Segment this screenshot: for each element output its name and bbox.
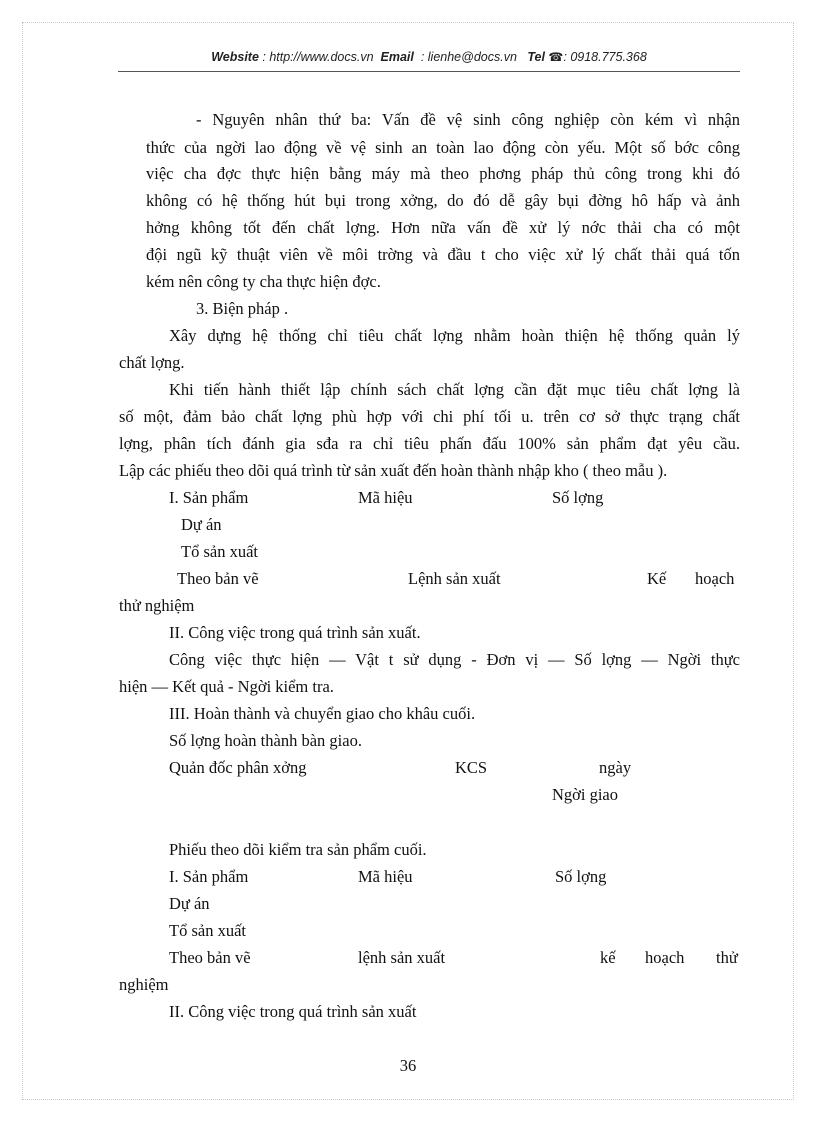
form-title: Phiếu theo dõi kiểm tra sản phẩm cuối. <box>169 840 427 859</box>
text-line: đội ngũ kỹ thuật viên về môi trờng và đầu t cho việc xử lý chất thải quá tốn <box>146 245 740 264</box>
text-line: Số lợng hoàn thành bàn giao. <box>169 731 362 750</box>
text-line: hởng không tốt đến chất lợng. Hơn nữa vấn đề xử lý nớc thải cha có một <box>146 218 740 237</box>
form-field-plan-2: hoạch <box>695 569 735 588</box>
form-field-drawing: Theo bản vẽ <box>169 948 251 967</box>
form-field-code: Mã hiệu <box>358 867 413 886</box>
text-line: chất lợng. <box>119 353 185 372</box>
signature-foreman: Quản đốc phân xởng <box>169 758 307 777</box>
form-field-order: lệnh sản xuất <box>358 948 446 967</box>
text-line: việc cha đợc thực hiện bằng máy mà theo phơng pháp thủ công trong khi đó <box>146 164 740 183</box>
form-section-heading: II. Công việc trong quá trình sản xuất. <box>169 623 421 642</box>
tel-value: : 0918.775.368 <box>563 50 647 64</box>
text-line: số một, đảm bảo chất lợng phù hợp với chi phí tối u. trên cơ sở thực trạng chất <box>119 407 740 426</box>
page-number: 36 <box>399 1056 417 1075</box>
form-section-heading: II. Công việc trong quá trình sản xuất <box>169 1002 417 1021</box>
signature-date: ngày <box>599 758 632 777</box>
website-url: : http://www.docs.vn <box>262 50 374 64</box>
form-field-project: Dự án <box>169 894 210 913</box>
form-field-quantity: Số lợng <box>555 867 607 886</box>
form-field-team: Tổ sản xuất <box>169 921 246 940</box>
text-line: kém nên công ty cha thực hiện đợc. <box>146 272 381 291</box>
text-line: Công việc thực hiện — Vật t sử dụng - Đơn vị — Số lợng — Ngời thực <box>169 650 740 669</box>
form-field-order: Lệnh sản xuất <box>408 569 501 588</box>
form-field-drawing: Theo bản vẽ <box>177 569 259 588</box>
email-label: Email <box>380 50 414 64</box>
form-field-product: I. Sản phẩm <box>169 867 249 886</box>
form-field-team: Tổ sản xuất <box>181 542 258 561</box>
signature-kcs: KCS <box>455 758 488 777</box>
form-field-plan-2: hoạch <box>645 948 685 967</box>
tel-label: Tel <box>527 50 545 64</box>
form-field-quantity: Số lợng <box>552 488 604 507</box>
text-line: Lập các phiếu theo dõi quá trình từ sản xuất đến hoàn thành nhập kho ( theo mẫu ). <box>119 461 668 480</box>
page-header <box>118 50 740 64</box>
text-line: hiện — Kết quả - Ngời kiểm tra. <box>119 677 334 696</box>
text-line: Xây dựng hệ thống chỉ tiêu chất lợng nhằm hoàn thiện hệ thống quản lý <box>169 326 740 345</box>
form-field-product: I. Sản phẩm <box>169 488 249 507</box>
text-line: - Nguyên nhân thứ ba: Vấn đề vệ sinh công nghiệp còn kém vì nhận <box>196 110 740 129</box>
form-field-plan-1: Kế <box>647 569 667 588</box>
section-heading: 3. Biện pháp . <box>196 299 289 318</box>
form-field-plan-1: kế <box>600 948 616 967</box>
signature-deliverer: Ngời giao <box>552 785 619 804</box>
text-line: không có hệ thống hút bụi trong xởng, do đó dễ gây bụi đờng hô hấp và ảnh <box>146 191 740 210</box>
email-value: : lienhe@docs.vn <box>420 50 517 64</box>
form-field-test: thử nghiệm <box>119 596 195 615</box>
text-line: Khi tiến hành thiết lập chính sách chất lợng cần đặt mục tiêu chất lợng là <box>169 380 740 399</box>
phone-icon: ☎ <box>548 50 564 64</box>
form-field-test-2: nghiệm <box>119 975 169 994</box>
website-label: Website <box>211 50 259 64</box>
header-rule <box>118 71 740 72</box>
text-line: thức của ngời lao động về vệ sinh an toàn lao động còn yếu. Một số bớc công <box>146 138 740 157</box>
form-field-project: Dự án <box>181 515 222 534</box>
form-section-heading: III. Hoàn thành và chuyển giao cho khâu cuối. <box>169 704 476 723</box>
form-field-test-1: thử <box>716 948 738 967</box>
text-line: lợng, phân tích đánh gia sđa ra chỉ tiêu phấn đấu 100% sản phẩm đạt yêu cầu. <box>119 434 740 453</box>
form-field-code: Mã hiệu <box>358 488 413 507</box>
